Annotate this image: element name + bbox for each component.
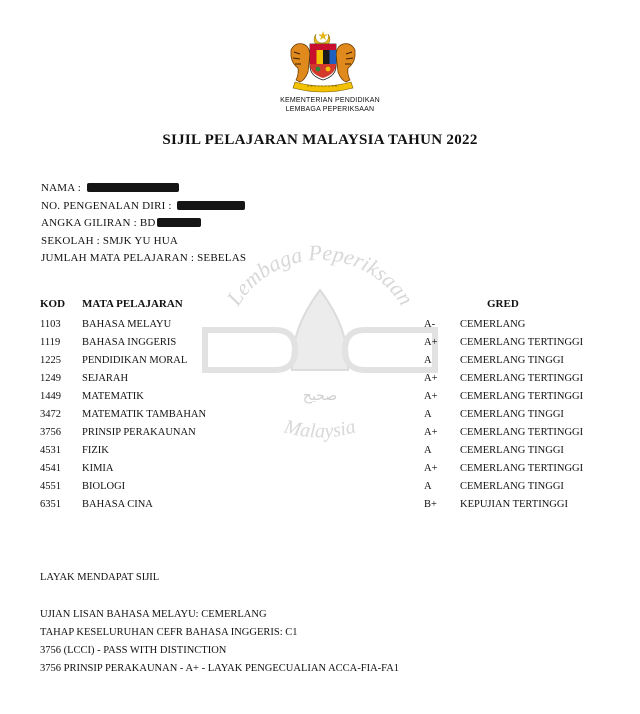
table-row <box>0 481 640 499</box>
ministry-name: KEMENTERIAN PENDIDIKAN <box>280 97 380 104</box>
header-code: KOD <box>40 298 66 310</box>
subject-name: BIOLOGI <box>82 481 126 492</box>
grade-description: CEMERLANG TERTINGGI <box>460 427 584 438</box>
subject-name: SEJARAH <box>82 373 129 384</box>
coat-of-arms-emblem <box>285 30 361 94</box>
subject-code: 6351 <box>40 499 61 510</box>
subject-name: KIMIA <box>82 463 114 474</box>
subject-name: MATEMATIK TAMBAHAN <box>82 409 207 420</box>
name-label: NAMA : <box>41 182 82 194</box>
watermark-top-text: Lembaga Peperiksaan <box>221 239 419 310</box>
grade-letter: A+ <box>424 463 438 474</box>
cefr-result: TAHAP KESELURUHAN CEFR BAHASA INGGERIS: C1 <box>40 627 298 638</box>
subject-name: MATEMATIK <box>82 391 144 402</box>
subject-code: 3472 <box>40 409 61 420</box>
subject-name: BAHASA INGGERIS <box>82 337 177 348</box>
grade-description: CEMERLANG TERTINGGI <box>460 373 584 384</box>
table-row <box>0 463 640 481</box>
school: SEKOLAH : SMJK YU HUA <box>41 235 179 247</box>
grade-letter: A+ <box>424 373 438 384</box>
subject-name: FIZIK <box>82 445 109 456</box>
grade-description: CEMERLANG TERTINGGI <box>460 463 584 474</box>
subject-name: BAHASA MELAYU <box>82 319 172 330</box>
subject-code: 3756 <box>40 427 61 438</box>
grade-description: CEMERLANG <box>460 319 526 330</box>
subject-code: 4531 <box>40 445 61 456</box>
grade-letter: A+ <box>424 427 438 438</box>
table-row <box>0 337 640 355</box>
table-row <box>0 373 640 391</box>
svg-text:Lembaga Peperiksaan <box>221 240 419 311</box>
grade-letter: A <box>424 481 432 492</box>
table-row <box>0 409 640 427</box>
candidate-index <box>41 217 201 229</box>
grade-letter: A <box>424 409 432 420</box>
name-redaction <box>87 183 179 192</box>
grade-description: CEMERLANG TINGGI <box>460 355 564 366</box>
subject-code: 1449 <box>40 391 61 402</box>
grade-letter: A <box>424 445 432 456</box>
subject-code: 1103 <box>40 319 61 330</box>
oral-test-result: UJIAN LISAN BAHASA MELAYU: CEMERLANG <box>40 609 267 620</box>
grade-letter: A+ <box>424 337 438 348</box>
grade-description: CEMERLANG TINGGI <box>460 481 564 492</box>
ic-redaction <box>177 201 245 210</box>
grade-letter: A+ <box>424 391 438 402</box>
watermark-bottom-text: Malaysia <box>282 415 359 443</box>
certificate-title: SIJIL PELAJARAN MALAYSIA TAHUN 2022 <box>162 132 478 148</box>
grade-letter: A <box>424 355 432 366</box>
index-redaction <box>157 218 201 227</box>
ic-label: NO. PENGENALAN DIRI : <box>41 200 172 212</box>
subject-name: BAHASA CINA <box>82 499 153 510</box>
header-subject: MATA PELAJARAN <box>82 298 183 310</box>
grade-letter: A- <box>424 319 436 330</box>
index-label: ANGKA GILIRAN : BD <box>41 217 156 229</box>
grade-description: CEMERLANG TINGGI <box>460 409 564 420</box>
grade-description: CEMERLANG TERTINGGI <box>460 337 584 348</box>
header-grade: GRED <box>487 298 519 310</box>
candidate-ic <box>41 200 245 212</box>
table-row <box>0 427 640 445</box>
grade-description: KEPUJIAN TERTINGGI <box>460 499 568 510</box>
table-row <box>0 391 640 409</box>
table-row <box>0 445 640 463</box>
subject-code: 1225 <box>40 355 61 366</box>
grade-letter: B+ <box>424 499 437 510</box>
acca-exemption: 3756 PRINSIP PERAKAUNAN - A+ - LAYAK PENGECUALIAN ACCA-FIA-FA1 <box>40 663 400 674</box>
subject-code: 4541 <box>40 463 61 474</box>
table-row <box>0 319 640 337</box>
board-name: LEMBAGA PEPERIKSAAN <box>285 106 375 113</box>
subject-code: 1249 <box>40 373 61 384</box>
ministry-heading <box>250 96 410 114</box>
grade-description: CEMERLANG TERTINGGI <box>460 391 584 402</box>
grade-description: CEMERLANG TINGGI <box>460 445 564 456</box>
subject-name: PENDIDIKAN MORAL <box>82 355 188 366</box>
watermark-jawi: صحيح <box>302 388 338 404</box>
candidate-name <box>41 182 179 194</box>
subject-count: JUMLAH MATA PELAJARAN : SEBELAS <box>41 252 247 264</box>
table-row <box>0 499 640 517</box>
subject-code: 1119 <box>40 337 61 348</box>
eligibility-note: LAYAK MENDAPAT SIJIL <box>40 572 160 583</box>
table-row <box>0 355 640 373</box>
lcci-result: 3756 (LCCI) - PASS WITH DISTINCTION <box>40 645 227 656</box>
subject-code: 4551 <box>40 481 61 492</box>
subject-name: PRINSIP PERAKAUNAN <box>82 427 196 438</box>
